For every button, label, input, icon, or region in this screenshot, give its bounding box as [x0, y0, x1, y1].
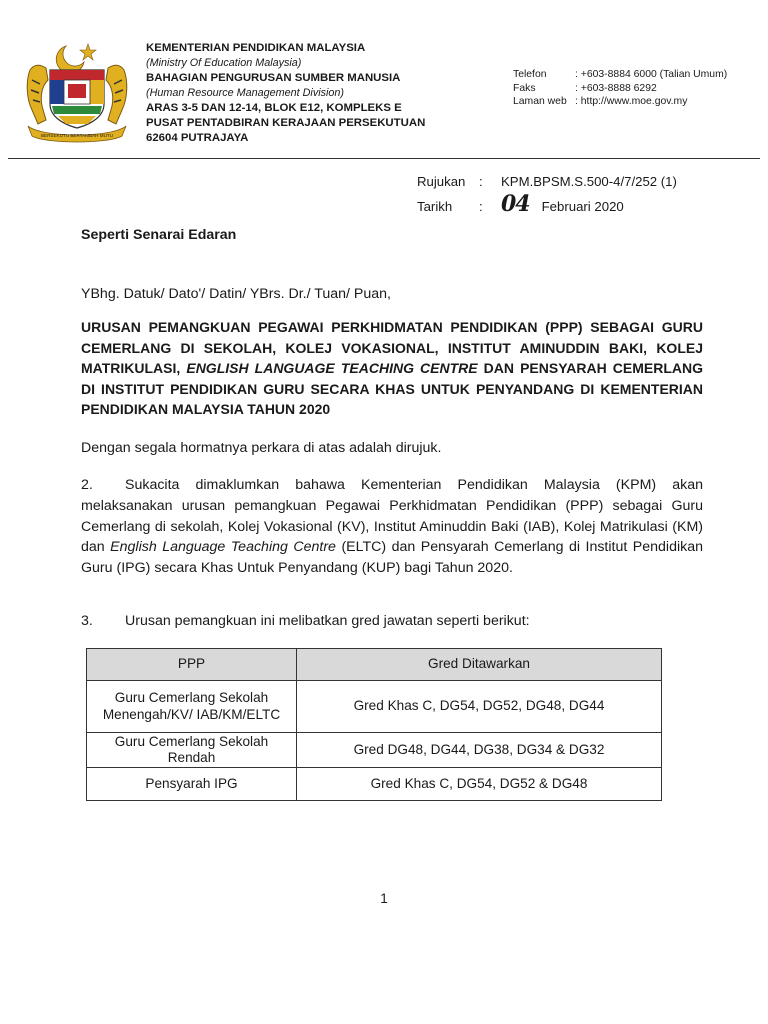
- paragraph-2-text-italic: English Language Teaching Centre: [110, 539, 336, 556]
- contact-label: Faks: [513, 82, 536, 94]
- contact-value: : http://www.moe.gov.my: [575, 96, 688, 107]
- table-cell-gred: Gred Khas C, DG54, DG52 & DG48: [297, 768, 662, 801]
- table-row: [87, 681, 662, 733]
- column-header-gred: Gred Ditawarkan: [297, 649, 662, 681]
- contact-label: Telefon: [513, 69, 547, 80]
- coat-of-arms-icon: [22, 40, 132, 144]
- reference-label: Rujukan: [417, 174, 466, 189]
- paragraph-2: [81, 475, 703, 579]
- reference-number: KPM.BPSM.S.500-4/7/252 (1): [501, 174, 677, 189]
- contact-info: [513, 68, 727, 109]
- address-line-2: PUSAT PENTADBIRAN KERAJAAN PERSEKUTUAN: [146, 117, 426, 129]
- table-cell-gred: Gred Khas C, DG54, DG52, DG48, DG44: [297, 681, 662, 733]
- table-cell-ppp: Pensyarah IPG: [87, 768, 297, 801]
- ministry-name: KEMENTERIAN PENDIDIKAN MALAYSIA: [146, 42, 366, 54]
- grade-table: [86, 648, 662, 801]
- contact-telefon: [513, 68, 727, 82]
- header-divider: [8, 158, 760, 159]
- contact-value: : +603-8884 6000 (Talian Umum): [575, 69, 728, 80]
- paragraph-number: 2.: [81, 477, 93, 493]
- letter-subject: [81, 317, 703, 420]
- paragraph-2-text-part-1: Sukacita dimaklumkan bahawa Kementerian Pendidikan Malaysia (KPM) akan melaksanakan urusan pemangkuan Pegawai Perkhidmatan Pendidikan (PPP) sebagai Guru Cemerlang di sekolah, Kolej Vokasional (KV), Institut Aminuddin Baki (IAB), Kolej Matrikulasi (KM) dan: [81, 477, 703, 556]
- paragraph-3: [81, 611, 703, 632]
- table-cell-ppp: Guru Cemerlang Sekolah Menengah/KV/ IAB/KM/ELTC: [87, 681, 297, 733]
- address-line-3: 62604 PUTRAJAYA: [146, 132, 249, 144]
- date-colon: :: [479, 199, 483, 214]
- address-line-1: ARAS 3-5 DAN 12-14, BLOK E12, KOMPLEKS E: [146, 102, 402, 114]
- page-number: 1: [380, 891, 388, 906]
- division-name: BAHAGIAN PENGURUSAN SUMBER MANUSIA: [146, 72, 401, 84]
- reference-block: [417, 171, 677, 218]
- salutation: YBhg. Datuk/ Dato'/ Datin/ YBrs. Dr./ Tuan/ Puan,: [81, 286, 391, 302]
- date-month-year: Februari 2020: [541, 199, 624, 214]
- contact-faks: [513, 82, 727, 96]
- division-name-english: (Human Resource Management Division): [146, 87, 345, 99]
- paragraph-3-text: Urusan pemangkuan ini melibatkan gred jawatan seperti berikut:: [125, 613, 530, 629]
- column-header-ppp: PPP: [87, 649, 297, 681]
- table-cell-gred: Gred DG48, DG44, DG38, DG34 & DG32: [297, 733, 662, 768]
- subject-text-part-2: DAN PENSYARAH CEMERLANG DI INSTITUT PENDIDIKAN GURU SECARA KHAS UNTUK PENYANDANG DI KEMENTERIAN PENDIDIKAN MALAYSIA TAHUN 2020: [81, 360, 703, 418]
- table-header-row: [87, 649, 662, 681]
- paragraph-number: 3.: [81, 613, 93, 629]
- date-row: [417, 193, 677, 218]
- reference-colon: :: [479, 174, 483, 189]
- table-cell-ppp: Guru Cemerlang Sekolah Rendah: [87, 733, 297, 768]
- crest-motto: BERSEKUTU BERTAMBAH MUTU: [40, 133, 114, 138]
- ministry-name-english: (Ministry Of Education Malaysia): [146, 57, 302, 69]
- date-label: Tarikh: [417, 199, 453, 214]
- date-day-handwritten: 04: [501, 191, 530, 217]
- opening-paragraph: Dengan segala hormatnya perkara di atas adalah dirujuk.: [81, 440, 442, 456]
- subject-text-italic: ENGLISH LANGUAGE TEACHING CENTRE: [186, 360, 478, 377]
- paragraph-2-text-part-2: (ELTC) dan Pensyarah Cemerlang di Institut Pendidikan Guru (IPG) secara Khas Untuk Penyandang (KUP) bagi Tahun 2020.: [81, 539, 703, 577]
- contact-website: [513, 95, 727, 109]
- subject-text-part-1: URUSAN PEMANGKUAN PEGAWAI PERKHIDMATAN PENDIDIKAN (PPP) SEBAGAI GURU CEMERLANG DI SEKOLAH, KOLEJ VOKASIONAL, INSTITUT AMINUDDIN BAKI, KOLEJ MATRIKULASI,: [81, 319, 703, 377]
- contact-label: Laman web: [513, 96, 567, 107]
- reference-row: [417, 171, 677, 193]
- recipient: Seperti Senarai Edaran: [81, 227, 237, 243]
- table-row: [87, 768, 662, 801]
- contact-value: : +603-8888 6292: [575, 82, 657, 94]
- table-row: [87, 733, 662, 768]
- ministry-header: [146, 41, 486, 146]
